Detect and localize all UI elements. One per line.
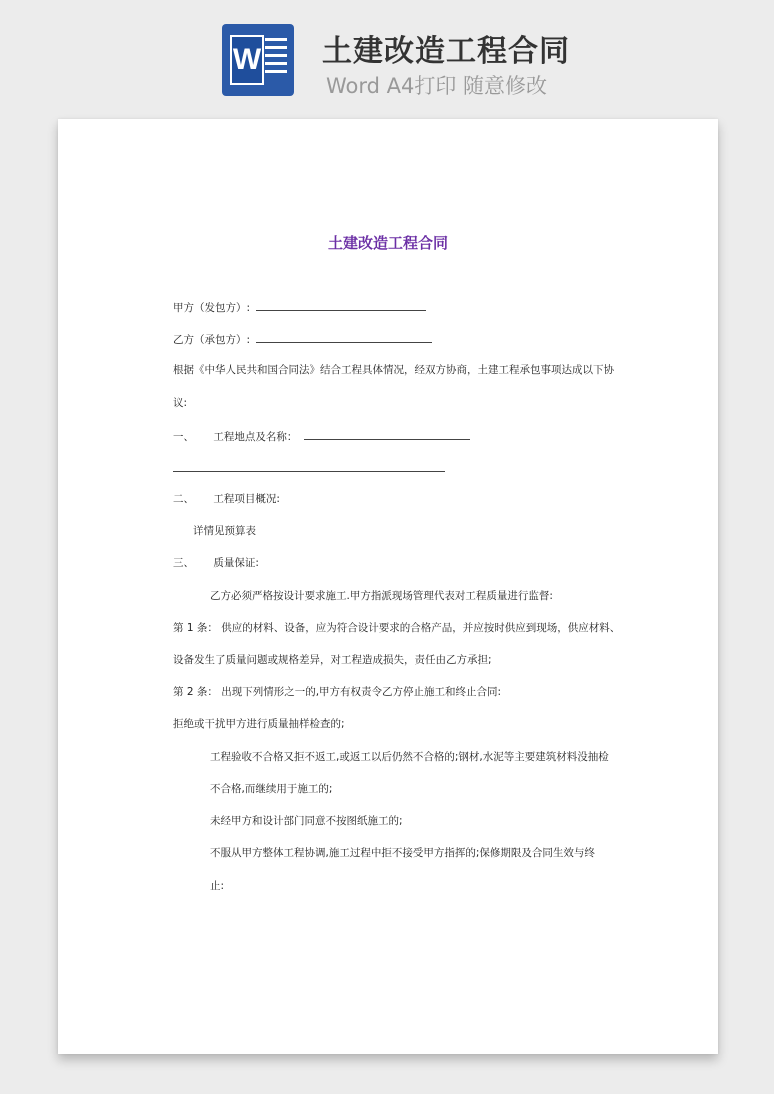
word-icon xyxy=(222,24,294,96)
article-1-line-2: 设备发生了质量问题或规格差异，对工程造成损失，责任由乙方承担; xyxy=(173,654,492,666)
party-b-label: 乙方（承包方）: xyxy=(173,334,251,346)
section-1-number: 一、 xyxy=(173,431,194,443)
item-3-line-1: 不服从甲方整体工程协调,施工过程中拒不接受甲方指挥的;保修期限及合同生效与终 xyxy=(210,847,595,859)
party-b-blank xyxy=(256,331,432,343)
section-1 xyxy=(173,428,470,444)
item-3-line-2: 止: xyxy=(210,880,225,892)
item-1-line-1: 工程验收不合格又拒不返工,或返工以后仍然不合格的;钢材,水泥等主要建筑材料没抽检 xyxy=(210,751,609,763)
article-2-line-2: 拒绝或干扰甲方进行质量抽样检查的; xyxy=(173,718,345,730)
section-2-number: 二、 xyxy=(173,493,194,505)
party-a-label: 甲方（发包方）: xyxy=(173,302,251,314)
header-title: 土建改造工程合同 xyxy=(322,34,570,69)
item-1-line-2: 不合格,而继续用于施工的; xyxy=(210,783,333,795)
section-2-label: 工程项目概况: xyxy=(213,493,280,505)
intro-line-2: 议: xyxy=(173,397,188,409)
party-a-line xyxy=(173,299,426,315)
header-subtitle: Word A4打印 随意修改 xyxy=(326,74,548,98)
word-icon-letter: W xyxy=(230,35,264,85)
section-3-number: 三、 xyxy=(173,557,194,569)
section-3-label: 质量保证: xyxy=(213,557,259,569)
section-3 xyxy=(173,556,259,570)
document-page xyxy=(58,119,718,1054)
watermark xyxy=(109,479,137,513)
section-1-blank-line xyxy=(173,460,445,476)
party-a-blank xyxy=(256,299,426,311)
article-1-line-1: 第 1 条： 供应的材料、设备，应为符合设计要求的合格产品，并应按时供应到现场，供应材料、 xyxy=(173,622,621,634)
section-2-detail: 详情见预算表 xyxy=(193,525,256,537)
intro-line-1: 根据《中华人民共和国合同法》结合工程具体情况，经双方协商，土建工程承包事项达成以下协 xyxy=(173,364,614,376)
section-1-label: 工程地点及名称： xyxy=(213,431,298,443)
document-title: 土建改造工程合同 xyxy=(327,234,448,252)
section-2 xyxy=(173,492,280,506)
item-2: 未经甲方和设计部门同意不按图纸施工的; xyxy=(210,815,403,827)
party-b-line xyxy=(173,331,432,347)
article-2-line-1: 第 2 条： 出现下列情形之一的,甲方有权责令乙方停止施工和终止合同: xyxy=(173,686,502,698)
header xyxy=(0,0,774,112)
section-3-text: 乙方必须严格按设计要求施工.甲方指派现场管理代表对工程质量进行监督: xyxy=(210,590,553,602)
section-1-blank xyxy=(304,428,470,440)
